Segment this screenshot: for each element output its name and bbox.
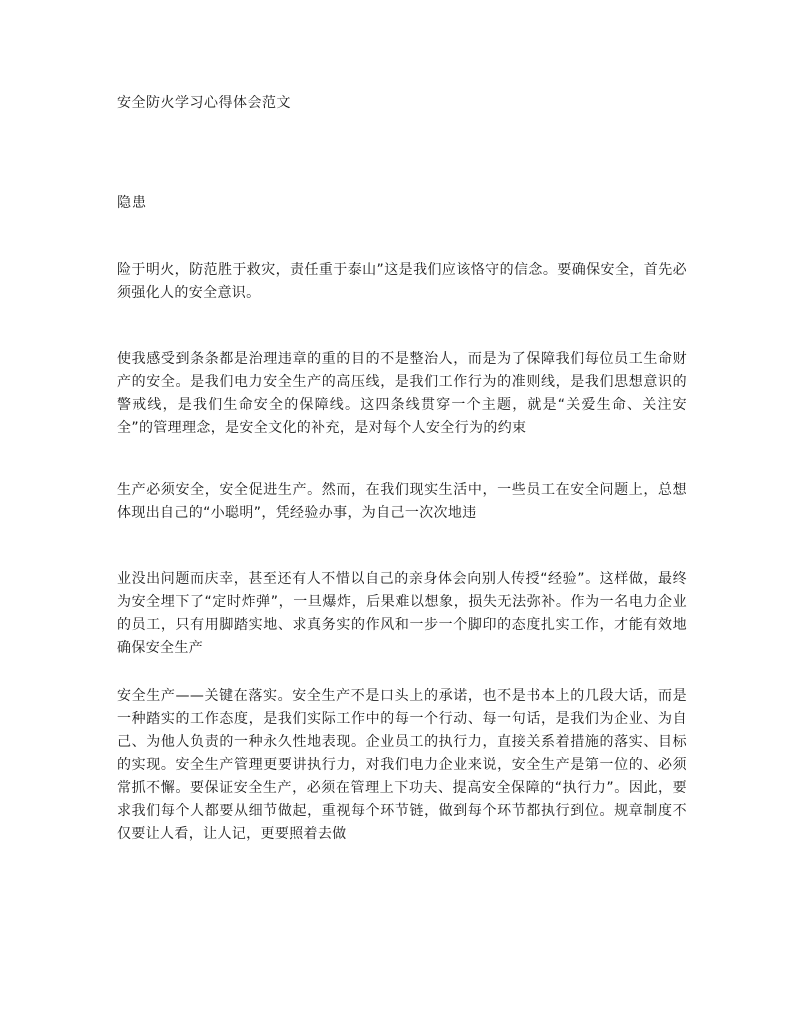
- paragraph: 安全生产——关键在落实。安全生产不是口头上的承诺，也不是书本上的几段大话，而是一种踏实的工作态度，是我们实际工作中的每一个行动、每一句话，是我们为企业、为自己、为他人负责的一种永久性地表现。企业员工的执行力，直接关系着措施的落实、目标的实现。安全生产管理更要讲执行力，对我们电力企业来说，安全生产是第一位的、必须常抓不懈。要保证安全生产，必须在管理上下功夫、提高安全保障的“执行力”。因此，要求我们每个人都要从细节做起，重视每个环节链，做到每个环节都执行到位。规章制度不仅要让人看，让人记，更要照着去做: [117, 688, 687, 842]
- paragraph: 业没出问题而庆幸，甚至还有人不惜以自己的亲身体会向别人传授“经验”。这样做，最终为安全埋下了“定时炸弹”，一旦爆炸，后果难以想象，损失无法弥补。作为一名电力企业的员工，只有用脚踏实地、求真务实的作风和一步一个脚印的态度扎实工作，才能有效地确保安全生产: [117, 571, 687, 656]
- paragraph: 使我感受到条条都是治理违章的重的目的不是整治人，而是为了保障我们每位员工生命财产的安全。是我们电力安全生产的高压线，是我们工作行为的准则线，是我们思想意识的警戒线，是我们生命安全的保障线。这四条线贯穿一个主题，就是“关爱生命、关注安全”的管理理念，是安全文化的补充，是对每个人安全行为的约束: [117, 351, 687, 436]
- paragraph: 生产必须安全，安全促进生产。然而，在我们现实生活中，一些员工在安全问题上，总想体现出自己的“小聪明”，凭经验办事，为自己一次次地违: [117, 482, 687, 521]
- section-heading: 隐患: [117, 195, 147, 211]
- document-title: 安全防火学习心得体会范文: [117, 95, 291, 111]
- paragraph: 险于明火，防范胜于救灾，责任重于泰山”这是我们应该恪守的信念。要确保安全，首先必须强化人的安全意识。: [117, 262, 687, 301]
